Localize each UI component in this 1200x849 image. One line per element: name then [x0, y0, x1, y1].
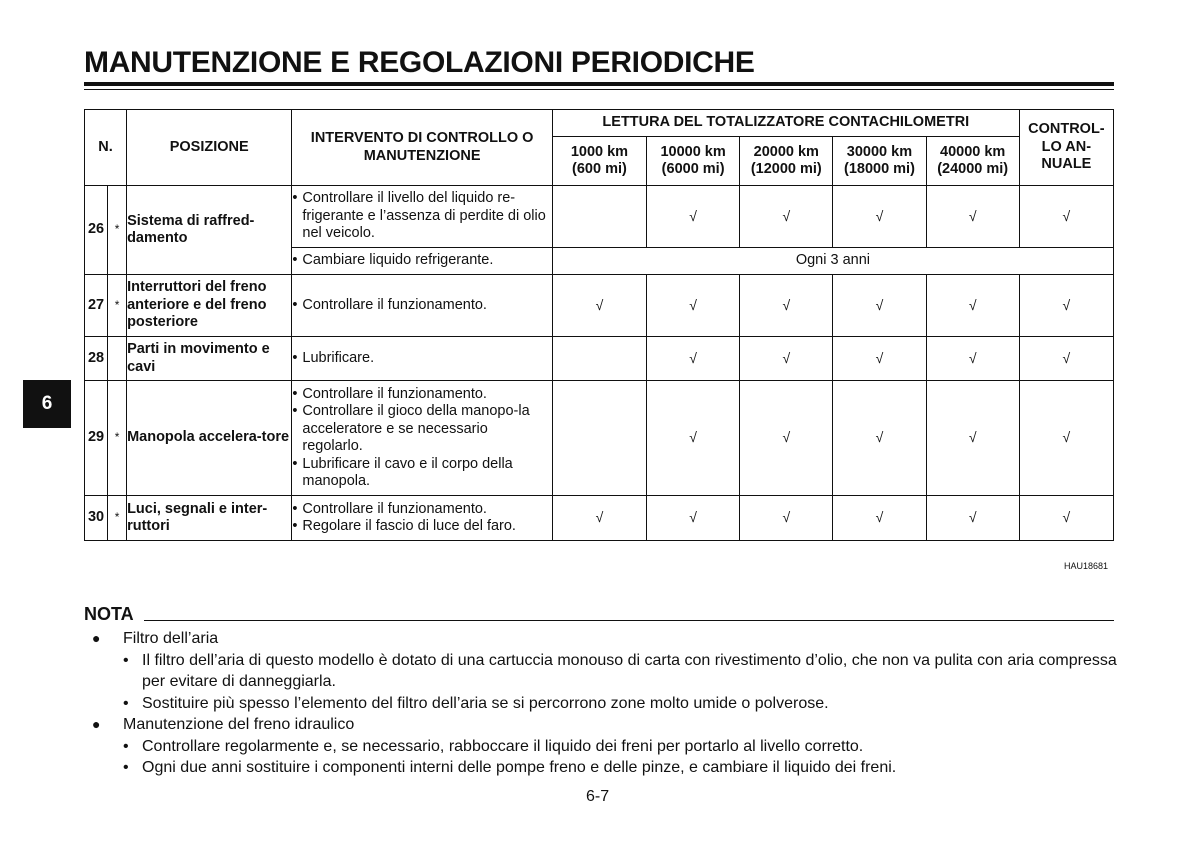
- header-intervention: INTERVENTO DI CONTROLLO O MANUTENZIONE: [292, 110, 552, 186]
- header-interval: 40000 km (24000 mi): [926, 137, 1019, 186]
- check-mark: √: [647, 275, 740, 337]
- nota-rule: [144, 620, 1114, 621]
- row-star: *: [108, 186, 127, 275]
- check-mark: √: [647, 186, 740, 248]
- header-odometer: LETTURA DEL TOTALIZZATORE CONTACHILOMETRI: [552, 110, 1019, 137]
- list-item: • Sostituire più spesso l’elemento del filtro dell’aria se si percorrono zone molto umide o polverose.: [92, 693, 1122, 715]
- list-item: • Controllare regolarmente e, se necessario, rabboccare il liquido dei freni per portarlo al livello corretto.: [92, 736, 1122, 758]
- check-mark: √: [1019, 275, 1113, 337]
- row-action: • Lubrificare.: [292, 337, 552, 381]
- check-mark: √: [647, 337, 740, 381]
- header-annual: CONTROL-LO AN-NUALE: [1019, 110, 1113, 186]
- check-mark: √: [647, 496, 740, 541]
- check-cell-empty: [552, 186, 646, 248]
- page-title: MANUTENZIONE E REGOLAZIONI PERIODICHE: [84, 46, 755, 79]
- row-action: • Controllare il livello del liquido re-frigerante e l’assenza di perdite di olio nel veicolo.: [292, 186, 552, 248]
- title-rule-thin: [84, 89, 1114, 90]
- check-mark: √: [740, 496, 833, 541]
- bullet-icon: •: [123, 694, 129, 712]
- header-number: N.: [85, 110, 127, 186]
- row-action: • Controllare il funzionamento.: [292, 275, 552, 337]
- header-row: [85, 110, 1114, 137]
- check-mark: √: [647, 381, 740, 496]
- check-mark: √: [740, 186, 833, 248]
- list-item: ● Manutenzione del freno idraulico: [92, 714, 1122, 736]
- table-row: [85, 381, 1114, 496]
- reference-code: HAU18681: [1064, 561, 1109, 571]
- table-row: [85, 337, 1114, 381]
- row-number: 30: [85, 496, 108, 541]
- check-mark: √: [552, 275, 646, 337]
- header-interval: 1000 km (600 mi): [552, 137, 646, 186]
- row-action: • Cambiare liquido refrigerante.: [292, 248, 552, 275]
- check-mark: √: [926, 337, 1019, 381]
- check-mark: √: [833, 186, 926, 248]
- row-number: 29: [85, 381, 108, 496]
- row-star: *: [108, 496, 127, 541]
- check-mark: √: [926, 186, 1019, 248]
- check-mark: √: [1019, 337, 1113, 381]
- header-interval: 20000 km (12000 mi): [740, 137, 833, 186]
- header-interval: 30000 km (18000 mi): [833, 137, 926, 186]
- check-mark: √: [833, 275, 926, 337]
- row-action: • Controllare il funzionamento. • Controllare il gioco della manopo-la acceleratore e se necessario regolarlo. • Lubrificare il cavo e il corpo della manopola.: [292, 381, 552, 496]
- row-number: 27: [85, 275, 108, 337]
- bullet-icon: ●: [92, 716, 101, 732]
- nota-heading: NOTA: [84, 604, 134, 624]
- list-item: • Ogni due anni sostituire i componenti interni delle pompe freno e delle pinze, e cambiare il liquido dei freni.: [92, 757, 1122, 779]
- check-mark: √: [926, 275, 1019, 337]
- row-action: • Controllare il funzionamento. • Regolare il fascio di luce del faro.: [292, 496, 552, 541]
- maintenance-table: [84, 109, 1114, 541]
- check-mark: √: [1019, 496, 1113, 541]
- row-number: 28: [85, 337, 108, 381]
- check-mark: √: [1019, 381, 1113, 496]
- check-cell-empty: [552, 381, 646, 496]
- check-mark: √: [833, 337, 926, 381]
- check-mark: √: [740, 275, 833, 337]
- table-row: [85, 496, 1114, 541]
- check-mark: √: [926, 496, 1019, 541]
- page-number: 6-7: [586, 788, 610, 805]
- row-position: Parti in movimento e cavi: [127, 337, 292, 381]
- bullet-icon: ●: [92, 630, 101, 646]
- interval-note: Ogni 3 anni: [552, 248, 1113, 275]
- bullet-icon: •: [123, 737, 129, 755]
- chapter-tab: 6: [23, 380, 71, 428]
- row-position: Manopola accelera-tore: [127, 381, 292, 496]
- check-mark: √: [926, 381, 1019, 496]
- check-mark: √: [833, 381, 926, 496]
- bullet-icon: •: [123, 651, 129, 669]
- nota-list: [92, 628, 1122, 779]
- bullet-icon: •: [123, 759, 129, 776]
- check-cell-empty: [552, 337, 646, 381]
- row-number: 26: [85, 186, 108, 275]
- table-row: [85, 275, 1114, 337]
- check-mark: √: [1019, 186, 1113, 248]
- list-item: ● Filtro dell’aria: [92, 628, 1122, 650]
- row-star: *: [108, 381, 127, 496]
- check-mark: √: [740, 337, 833, 381]
- row-star: *: [108, 275, 127, 337]
- check-mark: √: [833, 496, 926, 541]
- row-position: Interruttori del freno anteriore e del freno posteriore: [127, 275, 292, 337]
- check-mark: √: [552, 496, 646, 541]
- row-star: [108, 337, 127, 381]
- title-rule: [84, 82, 1114, 86]
- list-item: • Il filtro dell’aria di questo modello è dotato di una cartuccia monouso di carta con rivestimento d’olio, che non va pulita con aria compressa per evitare di danneggiarla.: [92, 650, 1122, 693]
- table-row: [85, 186, 1114, 248]
- check-mark: √: [740, 381, 833, 496]
- row-position: Sistema di raffred-damento: [127, 186, 292, 275]
- header-position: POSIZIONE: [127, 110, 292, 186]
- row-position: Luci, segnali e inter-ruttori: [127, 496, 292, 541]
- header-interval: 10000 km (6000 mi): [647, 137, 740, 186]
